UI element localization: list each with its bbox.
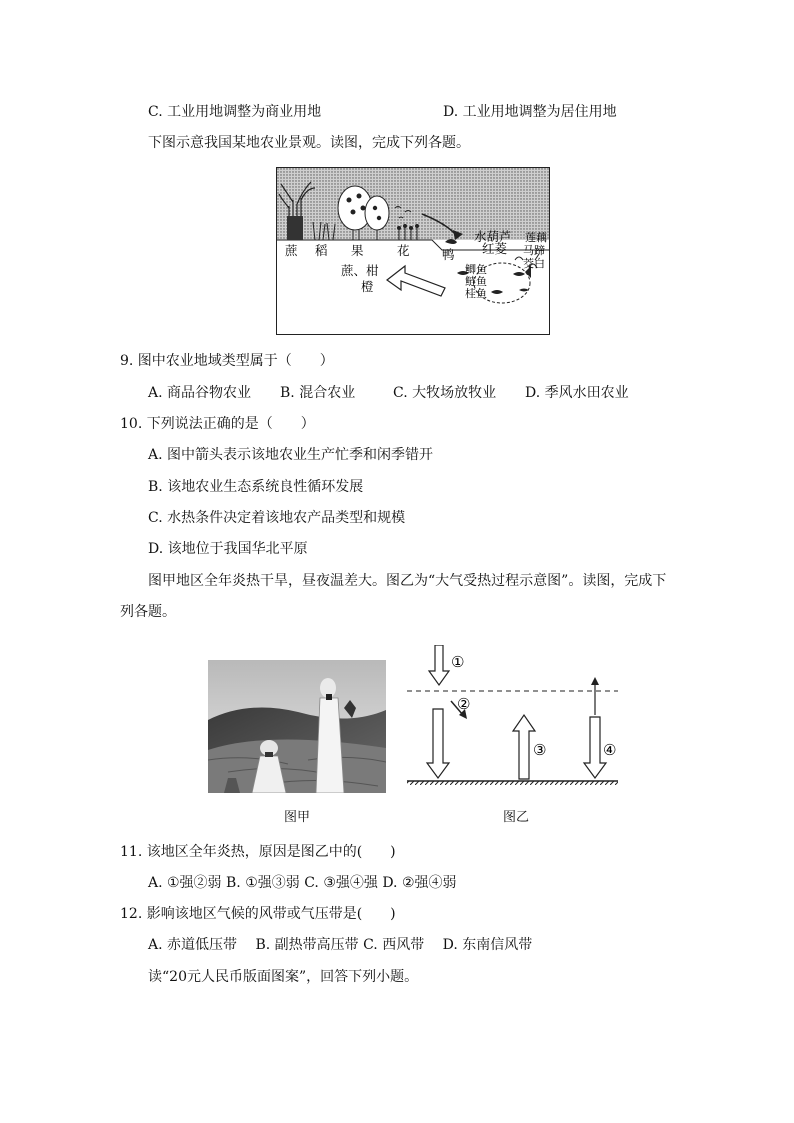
- q10-option-b: B. 该地农业生态系统良性循环发展: [148, 479, 364, 495]
- label-orange: 橙: [361, 279, 374, 294]
- label-water-hyacinth: 水葫芦: [474, 229, 512, 244]
- q12-stem: 12. 影响该地区气候的风带或气压带是( ): [120, 906, 396, 922]
- agri-landscape-figure: [276, 167, 550, 335]
- arrow-surface-radiation-down: [427, 709, 449, 778]
- q8-option-c: C. 工业用地调整为商业用地: [148, 104, 322, 120]
- label-fruit: 果: [351, 243, 364, 258]
- q12-options: A. 赤道低压带 B. 副热带高压带 C. 西风带 D. 东南信风带: [148, 937, 533, 953]
- q11-stem: 11. 该地区全年炎热，原因是图乙中的( ): [120, 844, 396, 860]
- intro-figure3: 读“20元人民币版面图案”，回答下列小题。: [148, 969, 419, 985]
- label-duck: 鸭: [442, 247, 455, 262]
- intro-figure1: 下图示意我国某地农业景观。读图，完成下列各题。: [148, 135, 470, 151]
- q10-option-c: C. 水热条件决定着该地农产品类型和规模: [148, 510, 406, 526]
- label-rice: 稻: [315, 243, 328, 258]
- q9-option-b: B. 混合农业: [280, 385, 356, 401]
- label-3: ③: [533, 741, 547, 759]
- intro-figure2-line1: 图甲地区全年炎热干旱，昼夜温差大。图乙为“大气受热过程示意图”。读图，完成下: [148, 573, 667, 589]
- q9-option-d: D. 季风水田农业: [525, 385, 629, 401]
- caption-figure-b: 图乙: [503, 810, 530, 825]
- q9-stem: 9. 图中农业地域类型属于（ ）: [120, 353, 334, 369]
- label-1: ①: [451, 653, 465, 671]
- q10-option-d: D. 该地位于我国华北平原: [148, 541, 308, 557]
- label-lotus-root: 莲藕: [525, 231, 547, 244]
- arrow-1-solar-radiation: [429, 645, 449, 685]
- label-silver-carp: 鲢鱼: [465, 275, 487, 288]
- q8-option-d: D. 工业用地调整为居住用地: [443, 104, 617, 120]
- label-cane-citrus: 蔗、柑: [341, 263, 379, 278]
- label-2: ②: [457, 695, 471, 713]
- q9-option-c: C. 大牧场放牧业: [393, 385, 497, 401]
- caption-figure-a: 图甲: [284, 810, 311, 825]
- label-sugarcane: 蔗: [285, 243, 298, 258]
- arrow-4-atmospheric-counter-radiation: [584, 677, 606, 778]
- label-4: ④: [603, 741, 617, 759]
- arrow-3-ground-radiation: [513, 715, 535, 779]
- label-flower: 花: [397, 243, 410, 258]
- label-crucian-carp: 鲫鱼: [465, 263, 487, 276]
- atmospheric-heating-diagram: [405, 645, 620, 785]
- label-water-chestnut: 马蹄: [523, 244, 545, 257]
- label-mandarin-fish: 桂鱼: [465, 287, 487, 300]
- label-red-water-chestnut: 红菱: [482, 241, 508, 256]
- intro-figure2-line2: 列各题。: [120, 604, 176, 620]
- q10-option-a: A. 图中箭头表示该地农业生产忙季和闲季错开: [148, 447, 434, 463]
- q10-stem: 10. 下列说法正确的是（ ）: [120, 416, 315, 432]
- label-wild-rice: 茭白: [523, 257, 545, 270]
- q9-option-a: A. 商品谷物农业: [148, 385, 252, 401]
- q11-options: A. ①强②弱 B. ①强③弱 C. ③强④强 D. ②强④弱: [148, 875, 457, 891]
- desert-photo: [208, 660, 386, 793]
